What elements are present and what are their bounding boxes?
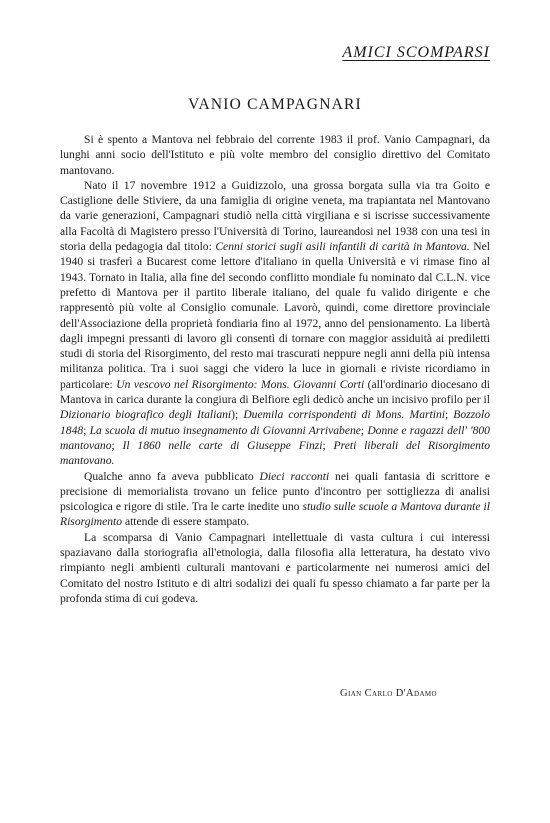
section-header: AMICI SCOMPARSI [342, 44, 490, 61]
italic-title-text: Un vescovo nel Risorgimento: Mons. Giovanni Corti [116, 377, 365, 391]
italic-title-text: Il 1860 nelle carte di Giuseppe Finzi [122, 438, 323, 452]
italic-title-text: Preti liberali del Risorgimento mantovano. [60, 438, 491, 468]
italic-title-text: Duemila corrispondenti di Mons. Martini [243, 408, 445, 422]
italic-title-text: Cenni storici sugli asili infantili di carità in Mantova. [215, 240, 470, 254]
italic-title-text: Dieci racconti [259, 469, 330, 483]
paragraph-text: ; [360, 423, 368, 437]
paragraph-text: Nel 1940 si trasferì a Bucarest come lettore d'italiano in quella Università e vi rimase fino al 1943. Tornato in Italia, alla fine del secondo conflitto mondiale fu nominato dal C.L.N. vice prefetto di Mantova per il partito liberale italiano, del quale fu valido dirigente e che rappresentò più volte al Consiglio comunale. Lavorò, quindi, come direttore provinciale dell'Associazione della proprietà fondiaria fino al 1972, anno del pensionamento. La libertà dagli impegni pressanti di lavoro gli consentì di tornare con maggior assiduità ai prediletti studi di storia del Risorgimento, del resto mai trascurati neppure negli anni della più intensa militanza politica. Tra i suoi saggi che videro la luce in giornali e riviste ricordiamo in particolare: [60, 240, 490, 391]
italic-title-text: Dizionario biografico degli Italiani [60, 408, 232, 422]
paragraph-text: attende di essere stampato. [122, 515, 250, 529]
italic-title-text: La scuola di mutuo insegnamento di Giovanni Arrivabene [89, 423, 361, 437]
paragraph-text: Nato il 17 novembre 1912 a Guidizzolo, una grossa borgata sulla via tra Goito e Castiglione delle Stiviere, da una famiglia di origine veneta, ma trapiantata nel Mantovano da varie generazioni, Campagnari studiò nella città virgiliana e si iscrisse successivamente alla Facoltà di Magistero presso l'Università di Torino, laureandosi nel 1938 con una tesi in storia della pedagogia dal titolo: [60, 178, 490, 254]
paragraph-2 [60, 178, 490, 469]
paragraph-text: Qualche anno fa aveva pubblicato [84, 469, 260, 483]
article-body [60, 132, 490, 606]
author-signature: Gian Carlo D'Adamo [340, 688, 437, 699]
paragraph-text: ; [322, 438, 334, 452]
paragraph-text: ; [111, 438, 123, 452]
paragraph-4 [60, 530, 490, 606]
paragraph-text: La scomparsa di Vanio Campagnari intellettuale di vasta cultura i cui interessi spaziavano dalla storiografia all'etnologia, dalla filosofia alla letteratura, ha destato vivo rimpianto negli ambienti culturali mantovani e particolarmente nei numerosi amici del Comitato del nostro Istituto e di altri sodalizi dei quali fu spesso chiamato a far parte per la profonda stima di cui godeva. [60, 530, 490, 605]
italic-title-text: Donne e ragazzi dell' '800 mantovano [60, 423, 490, 452]
italic-title-text: Bozzolo 1848 [60, 408, 490, 437]
article-title: VANIO CAMPAGNARI [188, 96, 362, 113]
paragraph-text: Si è spento a Mantova nel febbraio del corrente 1983 il prof. Vanio Campagnari, da lunghi anni socio dell'Istituto e più volte membro del consiglio direttivo del Comitato mantovano. [60, 133, 490, 177]
italic-title-text: studio sulle scuole a Mantova durante il Risorgimento [60, 500, 490, 529]
paragraph-1 [60, 132, 490, 178]
paragraph-text: ); [231, 408, 244, 422]
paragraph-text: ; [444, 408, 454, 422]
paragraph-3 [60, 469, 490, 530]
paragraph-text: (all'ordinario diocesano di Mantova in carica durante la congiura di Belfiore egli dedicò anche un incisivo profilo per il [60, 377, 490, 407]
paragraph-text: nei quali fantasia di scrittore e precisione di memorialista trovano un felice punto d'incontro per sottigliezza di analisi psicologica e rigore di stile. Tra le carte inedite uno [60, 469, 490, 514]
paragraph-text: ; [83, 423, 90, 437]
